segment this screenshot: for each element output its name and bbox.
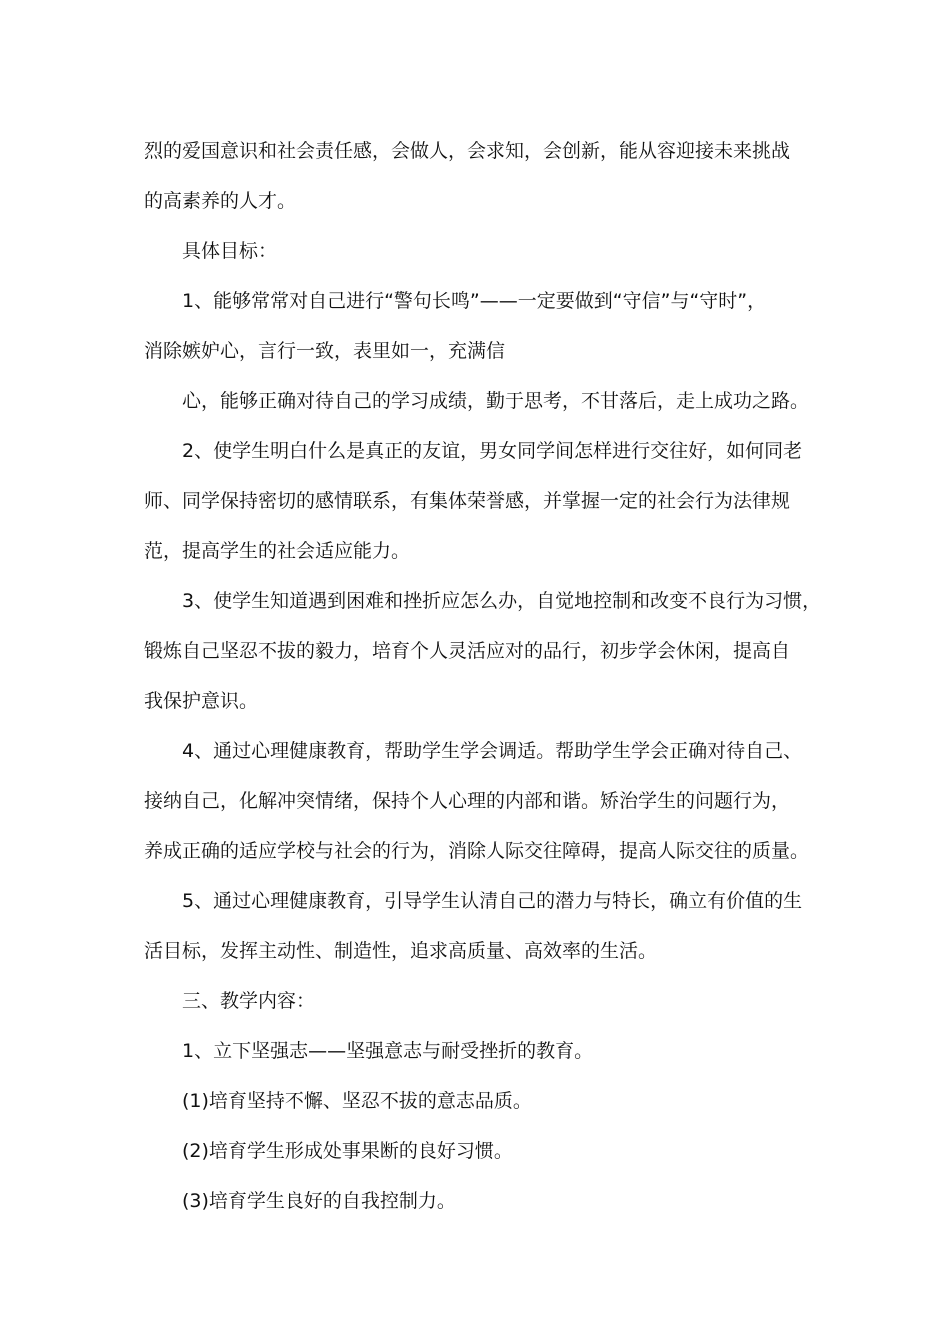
paragraph-line: 心，能够正确对待自己的学习成绩，勤于思考，不甘落后，走上成功之路。 (182, 390, 810, 412)
paragraph-line: 的高素养的人才。 (144, 190, 297, 212)
section-heading: 具体目标： (182, 240, 278, 262)
paragraph-line: 4、通过心理健康教育，帮助学生学会调适。帮助学生学会正确对待自己、 (182, 740, 803, 762)
section-heading: 三、教学内容： (182, 990, 316, 1012)
paragraph-line: 2、使学生明白什么是真正的友谊，男女同学间怎样进行交往好，如何同老 (182, 440, 803, 462)
paragraph-line: 1、能够常常对自己进行“警句长鸣”——一定要做到“守信”与“守时”， (182, 290, 767, 312)
paragraph-line: 锻炼自己坚忍不拔的毅力，培育个人灵活应对的品行，初步学会休闲，提高自 (144, 640, 791, 662)
paragraph-line: 烈的爱国意识和社会责任感，会做人，会求知，会创新，能从容迎接未来挑战 (144, 140, 791, 162)
paragraph-line: 养成正确的适应学校与社会的行为，消除人际交往障碍，提高人际交往的质量。 (144, 840, 810, 862)
paragraph-line: 范，提高学生的社会适应能力。 (144, 540, 411, 562)
list-item: (2)培育学生形成处事果断的良好习惯。 (182, 1140, 513, 1162)
paragraph-line: 消除嫉妒心，言行一致，表里如一，充满信 (144, 340, 506, 362)
list-item: (3)培育学生良好的自我控制力。 (182, 1190, 456, 1212)
list-item: (1)培育坚持不懈、坚忍不拔的意志品质。 (182, 1090, 532, 1112)
paragraph-line: 3、使学生知道遇到困难和挫折应怎么办，自觉地控制和改变不良行为习惯， (182, 590, 822, 612)
paragraph-line: 接纳自己，化解冲突情绪，保持个人心理的内部和谐。矫治学生的问题行为， (144, 790, 791, 812)
paragraph-line: 活目标，发挥主动性、制造性，追求高质量、高效率的生活。 (144, 940, 658, 962)
list-item: 1、立下坚强志——坚强意志与耐受挫折的教育。 (182, 1040, 594, 1062)
paragraph-line: 5、通过心理健康教育，引导学生认清自己的潜力与特长，确立有价值的生 (182, 890, 803, 912)
paragraph-line: 师、同学保持密切的感情联系，有集体荣誉感，并掌握一定的社会行为法律规 (144, 490, 791, 512)
paragraph-line: 我保护意识。 (144, 690, 259, 712)
